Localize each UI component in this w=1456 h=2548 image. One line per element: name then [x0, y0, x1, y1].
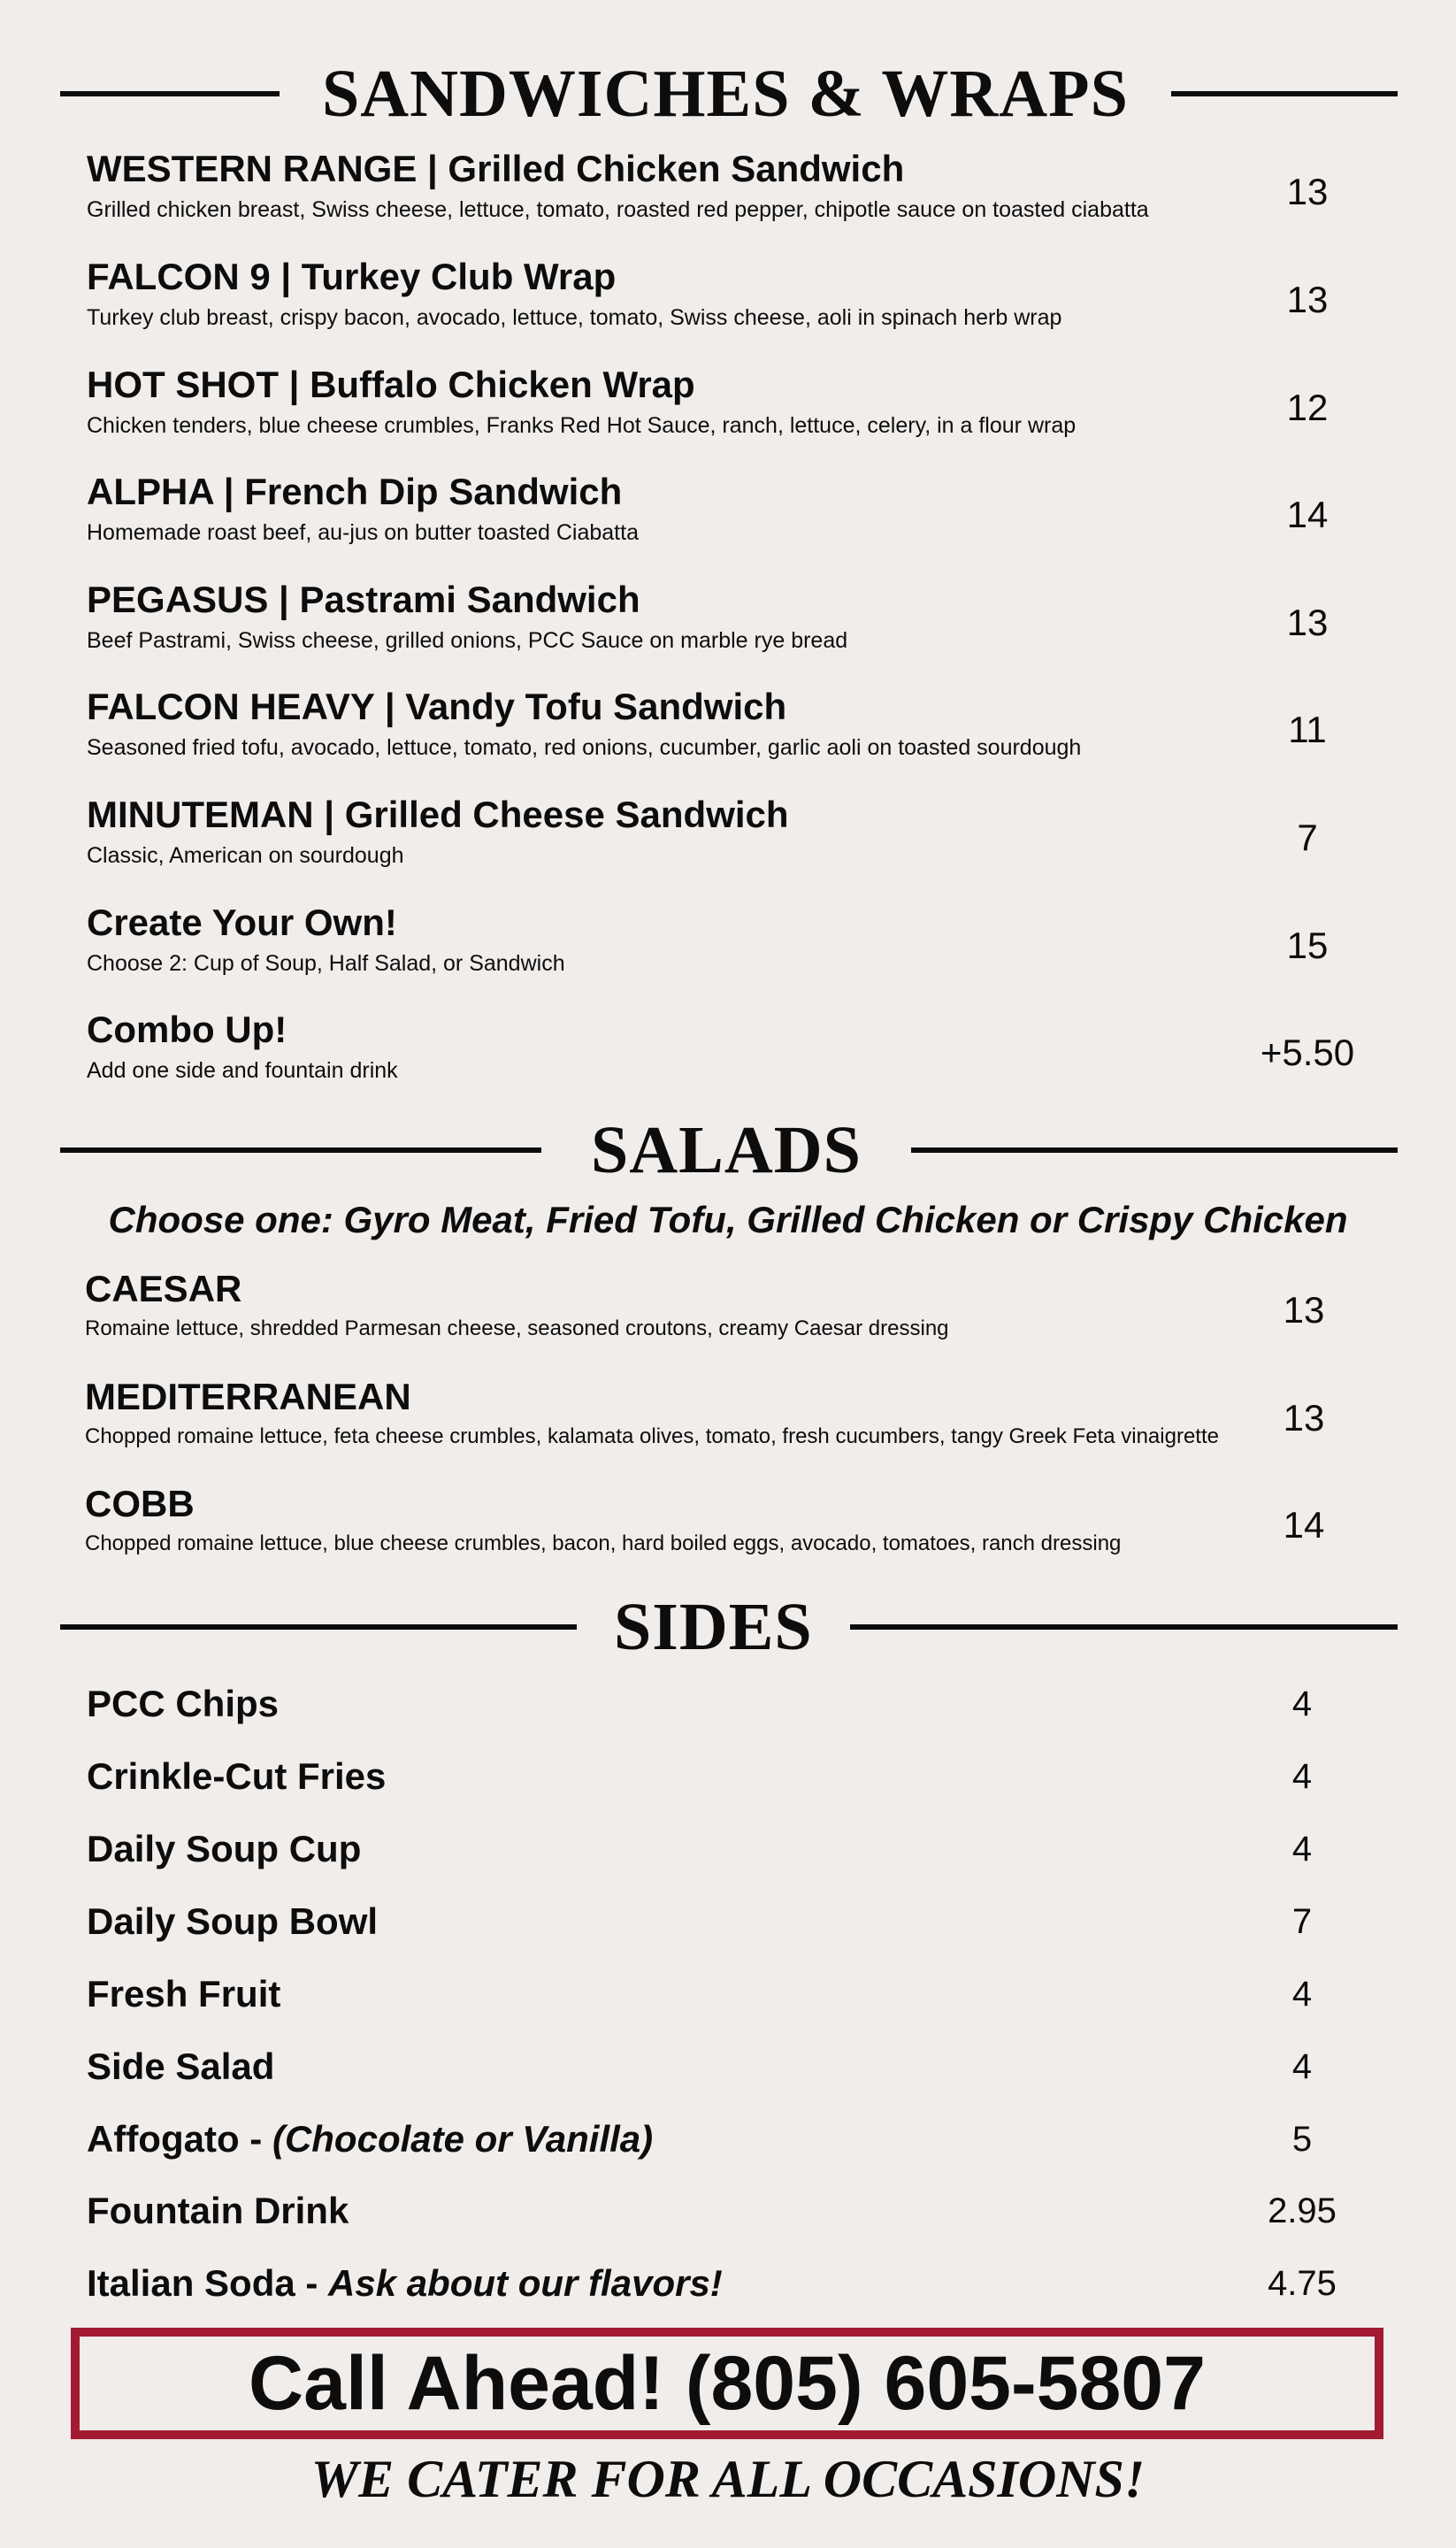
side-item-name: Crinkle-Cut Fries: [87, 1755, 387, 1797]
side-item: [87, 2118, 654, 2160]
header-rule-left: [60, 1624, 577, 1630]
menu-item-price: 13: [1286, 171, 1329, 212]
menu-item-price: 11: [1288, 709, 1327, 750]
menu-item-price: 14: [1286, 494, 1329, 535]
salads-header: [60, 1113, 1398, 1187]
header-rule-right: [911, 1147, 1398, 1153]
menu-item-description: Homemade roast beef, au-jus on butter toasted Ciabatta: [87, 520, 639, 546]
menu-item-description: Choose 2: Cup of Soup, Half Salad, or Sandwich: [87, 951, 565, 977]
menu-item-price: +5.50: [1260, 1032, 1355, 1073]
menu-item-description: Beef Pastrami, Swiss cheese, grilled onions, PCC Sauce on marble rye bread: [87, 628, 848, 654]
menu-item-name: ALPHA | French Dip Sandwich: [87, 471, 623, 512]
side-item-price: 2.95: [1268, 2191, 1337, 2230]
menu-item: [87, 472, 1369, 546]
side-item-name: PCC Chips: [87, 1683, 280, 1724]
menu-item-description: Romaine lettuce, shredded Parmesan cheese, seasoned croutons, creamy Caesar dressing: [85, 1316, 949, 1341]
side-item-name: Daily Soup Cup: [87, 1828, 362, 1869]
side-item-name: Fountain Drink: [87, 2190, 349, 2231]
side-item: [87, 1830, 361, 1868]
menu-item-price: 7: [1297, 817, 1318, 858]
menu-item: [87, 794, 1369, 869]
menu-item: [85, 1377, 1368, 1450]
side-item-price: 7: [1291, 1902, 1313, 1941]
header-rule-right: [850, 1624, 1398, 1630]
side-item: [87, 2192, 349, 2230]
menu-item-price: 13: [1286, 602, 1329, 643]
protein-choice-note: Choose one: Gyro Meat, Fried Tofu, Grilled Chicken or Crispy Chicken: [108, 1199, 1348, 1240]
header-rule-left: [60, 91, 280, 96]
menu-item-name: PEGASUS | Pastrami Sandwich: [87, 579, 640, 620]
side-item: [87, 1973, 281, 2015]
header-rule-right: [1171, 91, 1398, 96]
menu-item: [87, 1009, 1369, 1084]
menu-item-price: 14: [1283, 1504, 1325, 1546]
side-item-price: 4.75: [1268, 2264, 1337, 2303]
sandwiches-title: SANDWICHES & WRAPS: [322, 57, 1129, 131]
menu-item-description: Chicken tenders, blue cheese crumbles, Franks Red Hot Sauce, ranch, lettuce, celery, in a flour wrap: [87, 413, 1077, 439]
menu-item-name: FALCON 9 | Turkey Club Wrap: [87, 256, 617, 297]
menu-item: [87, 579, 1369, 654]
header-rule-left: [60, 1147, 541, 1153]
menu-item-price: 13: [1283, 1397, 1325, 1439]
call-ahead-text: Call Ahead! (805) 605-5807: [249, 2341, 1206, 2426]
menu-item-name: Combo Up!: [87, 1009, 287, 1050]
side-item-name: Fresh Fruit: [87, 1973, 281, 2015]
menu-item-name: Create Your Own!: [87, 902, 397, 943]
menu-item-description: Grilled chicken breast, Swiss cheese, lettuce, tomato, roasted red pepper, chipotle sauce on toasted ciabatta: [87, 197, 1149, 223]
side-item-price: 4: [1291, 1830, 1313, 1869]
side-item-price: 4: [1291, 1975, 1313, 2014]
menu-item-price: 13: [1283, 1289, 1325, 1331]
menu-item-name: WESTERN RANGE | Grilled Chicken Sandwich: [87, 148, 905, 189]
side-item: [87, 1685, 279, 1723]
side-item: [87, 1755, 387, 1797]
menu-item: [87, 365, 1369, 439]
side-item: [87, 2045, 275, 2087]
menu-item-price: 15: [1286, 925, 1329, 966]
menu-item-price: 12: [1286, 387, 1329, 428]
menu-item: [87, 257, 1369, 331]
sides-title: SIDES: [614, 1590, 813, 1664]
side-item-name: Daily Soup Bowl: [87, 1900, 379, 1942]
menu-item-description: Classic, American on sourdough: [87, 843, 404, 869]
sandwiches-header: [60, 57, 1398, 131]
menu-item-name: FALCON HEAVY | Vandy Tofu Sandwich: [87, 686, 787, 727]
side-item: [87, 2262, 723, 2304]
side-item-price: 4: [1291, 2047, 1313, 2086]
salads-title: SALADS: [591, 1113, 862, 1187]
call-ahead-box: [71, 2328, 1383, 2439]
menu-item: [85, 1484, 1368, 1557]
side-item-note: Ask about our flavors!: [328, 2262, 723, 2304]
side-item-name: Affogato -: [87, 2118, 272, 2160]
menu-item-name: HOT SHOT | Buffalo Chicken Wrap: [87, 364, 695, 405]
side-item-price: 4: [1291, 1757, 1313, 1796]
side-item-note: (Chocolate or Vanilla): [272, 2118, 654, 2160]
menu-item-description: Chopped romaine lettuce, blue cheese crumbles, bacon, hard boiled eggs, avocado, tomatoes, ranch dressing: [85, 1531, 1122, 1556]
menu-item-name: MEDITERRANEAN: [85, 1376, 411, 1417]
menu-item-name: MINUTEMAN | Grilled Cheese Sandwich: [87, 794, 789, 835]
menu-item: [87, 149, 1369, 223]
menu-item-description: Chopped romaine lettuce, feta cheese crumbles, kalamata olives, tomato, fresh cucumbers, tangy Greek Feta vinaigrette: [85, 1424, 1219, 1449]
menu-item-name: COBB: [85, 1483, 195, 1524]
menu-item-price: 13: [1286, 279, 1329, 320]
menu-item-name: CAESAR: [85, 1268, 242, 1309]
side-item: [87, 1900, 379, 1942]
side-item-name: Side Salad: [87, 2045, 275, 2087]
menu-item: [85, 1269, 1368, 1342]
menu-item-description: Add one side and fountain drink: [87, 1058, 398, 1084]
side-item-name: Italian Soda -: [87, 2262, 329, 2304]
catering-tagline: WE CATER FOR ALL OCCASIONS!: [310, 2450, 1146, 2508]
sides-header: [60, 1590, 1398, 1664]
menu-item-description: Seasoned fried tofu, avocado, lettuce, tomato, red onions, cucumber, garlic aoli on toasted sourdough: [87, 735, 1082, 761]
menu-item: [87, 687, 1369, 761]
side-item-price: 4: [1291, 1685, 1313, 1723]
menu-item-description: Turkey club breast, crispy bacon, avocado, lettuce, tomato, Swiss cheese, aoli in spinach herb wrap: [87, 305, 1062, 331]
menu-item: [87, 902, 1369, 977]
side-item-price: 5: [1291, 2120, 1313, 2159]
